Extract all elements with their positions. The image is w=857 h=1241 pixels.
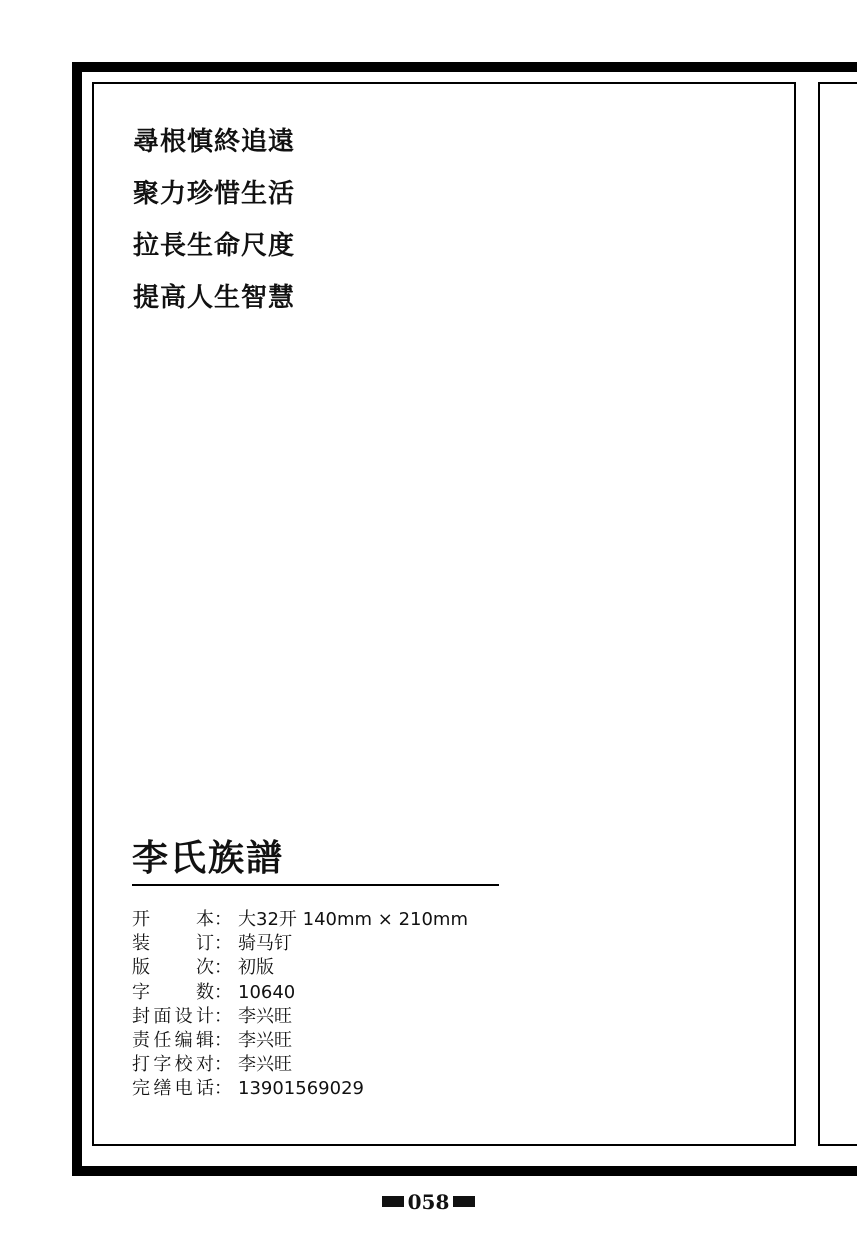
- page-number: 058: [407, 1190, 450, 1214]
- spec-row-proofreading: [132, 1053, 468, 1077]
- spec-value: 李兴旺: [238, 1054, 292, 1076]
- spec-colon: ：: [214, 909, 232, 930]
- spec-label: 开本: [132, 909, 214, 930]
- motto-list: [133, 116, 295, 324]
- motto-line: 聚力珍惜生活: [133, 179, 296, 209]
- spec-value: 骑马钉: [238, 933, 292, 955]
- spec-value: 李兴旺: [238, 1029, 292, 1051]
- spec-colon: ：: [214, 1054, 232, 1076]
- spec-row-phone: [132, 1077, 468, 1101]
- spec-row-cover-design: [132, 1005, 468, 1029]
- spec-colon: ：: [214, 1029, 232, 1051]
- spec-row-edition: [132, 956, 468, 980]
- spec-row-format: [132, 908, 468, 932]
- spec-value: 李兴旺: [238, 1005, 292, 1027]
- spec-row-word-count: [132, 981, 468, 1005]
- spec-row-binding: [132, 932, 468, 956]
- page-number-footer: [0, 1188, 857, 1216]
- motto-line: 拉長生命尺度: [133, 231, 296, 261]
- spec-value: 初版: [238, 957, 274, 979]
- publication-specs: [132, 908, 468, 1102]
- left-bar-ornament: [382, 1196, 404, 1207]
- spec-colon: ：: [214, 1078, 232, 1100]
- spec-label: 打字校对: [132, 1054, 214, 1076]
- spec-value: 10640: [238, 981, 296, 1003]
- spec-value: 13901569029: [238, 1078, 364, 1100]
- spec-label: 版次: [132, 957, 214, 979]
- spec-label: 装订: [132, 933, 214, 955]
- title-underline: [132, 884, 499, 886]
- spec-label: 责任编辑: [132, 1029, 214, 1051]
- spec-label: 完缮电话: [132, 1078, 214, 1100]
- spec-colon: ：: [214, 1005, 232, 1027]
- spec-colon: ：: [214, 957, 232, 979]
- spec-label: 封面设计: [132, 1005, 214, 1027]
- motto-line: 提高人生智慧: [133, 283, 296, 313]
- spec-colon: ：: [214, 933, 232, 955]
- right-bar-ornament: [453, 1196, 475, 1207]
- spec-value: 大32开 140mm × 210mm: [238, 909, 469, 930]
- spec-colon: ：: [214, 981, 232, 1003]
- spec-row-editor: [132, 1029, 468, 1053]
- right-page-panel-edge: [818, 82, 857, 1146]
- book-title: 李氏族譜: [132, 837, 285, 879]
- motto-line: 尋根慎終追遠: [133, 127, 296, 157]
- spec-label: 字数: [132, 981, 214, 1003]
